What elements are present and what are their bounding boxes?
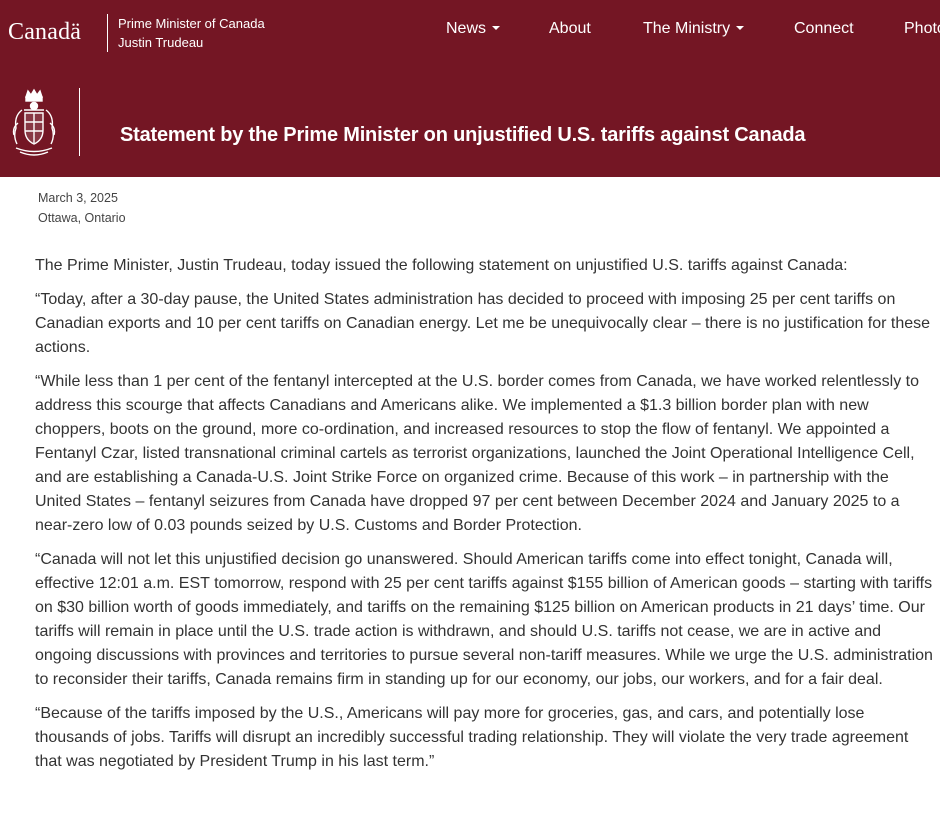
caret-down-icon	[492, 26, 500, 30]
page-title: Statement by the Prime Minister on unjustified U.S. tariffs against Canada	[120, 124, 806, 147]
top-nav-bar	[0, 0, 946, 62]
nav-item-news[interactable]	[446, 20, 500, 38]
article-paragraph: “Canada will not let this unjustified decision go unanswered. Should American tariffs come into effect tonight, Canada will, effective 12:01 a.m. EST tomorrow, respond with 25 per cent tariffs against $155 billion of American goods – starting with tariffs on $30 billion worth of goods immediately, and tariffs on the remaining $125 billion on American products in 21 days’ time. Our tariffs will remain in place until the U.S. trade action is withdrawn, and should U.S. tariffs not cease, we are in active and ongoing discussions with provinces and territories to pursue several non-tariff measures. While we urge the U.S. administration to reconsider their tariffs, Canada remains firm in standing up for our economy, our jobs, our workers, and for a fair deal.	[35, 551, 933, 688]
article-body	[35, 254, 935, 784]
nav-item-about[interactable]	[549, 20, 591, 38]
nav-item-connect-label: Connect	[794, 20, 854, 37]
pm-title-link[interactable]	[118, 14, 265, 52]
pm-title-line2: Justin Trudeau	[118, 35, 204, 50]
nav-item-the-ministry-label: The Ministry	[643, 20, 731, 37]
title-divider	[79, 88, 80, 156]
nav-item-about-label: About	[549, 20, 591, 37]
article-location: Ottawa, Ontario	[38, 211, 126, 225]
nav-item-the-ministry[interactable]	[643, 20, 744, 38]
article-date: March 3, 2025	[38, 191, 118, 205]
nav-item-photo[interactable]	[904, 20, 946, 38]
article-meta	[38, 188, 126, 228]
article-paragraph: “Today, after a 30-day pause, the United States administration has decided to proceed with imposing 25 per cent tariffs on Canadian exports and 10 per cent tariffs on Canadian energy. Let me be unequivocally clear – there is no justification for these actions.	[35, 291, 931, 356]
nav-item-news-label: News	[446, 20, 487, 37]
pm-title-line1: Prime Minister of Canada	[118, 16, 265, 31]
article-paragraph: The Prime Minister, Justin Trudeau, today issued the following statement on unjustified U.S. tariffs against Canada:	[35, 257, 848, 274]
site-header	[0, 0, 946, 177]
article-paragraph: “Because of the tariffs imposed by the U.S., Americans will pay more for groceries, gas, and cars, and potentially lose thousands of jobs. Tariffs will disrupt an incredibly successful trading relationship. They will violate the very trade agreement that was negotiated by President Trump in his last term.”	[35, 705, 909, 770]
coat-of-arms-icon	[8, 88, 60, 158]
caret-down-icon	[736, 26, 744, 30]
wordmark-divider	[107, 14, 108, 52]
page-title-banner	[0, 62, 940, 177]
canada-wordmark-logo[interactable]: Canadä	[8, 19, 82, 45]
nav-item-connect[interactable]	[794, 20, 854, 38]
article-paragraph: “While less than 1 per cent of the fentanyl intercepted at the U.S. border comes from Canada, we have worked relentlessly to address this scourge that affects Canadians and Americans alike. We implemented a $1.3 billion border plan with new choppers, boots on the ground, more co-ordination, and increased resources to stop the flow of fentanyl. We appointed a Fentanyl Czar, listed transnational criminal cartels as terrorist organizations, launched the Joint Operational Intelligence Cell, and are establishing a Canada-U.S. Joint Strike Force on organized crime. Because of this work – in partnership with the United States – fentanyl seizures from Canada have dropped 97 per cent between December 2024 and January 2025 to a near-zero low of 0.03 pounds seized by U.S. Customs and Border Protection.	[35, 373, 920, 534]
nav-item-photo-label: Photo	[904, 20, 946, 37]
